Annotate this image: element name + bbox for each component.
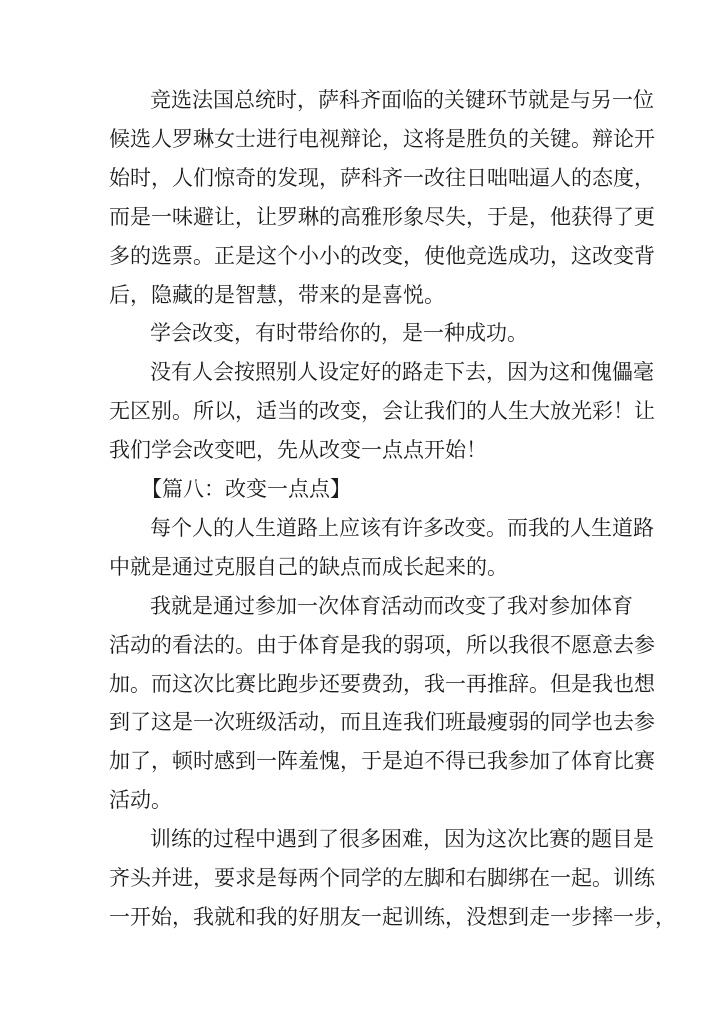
text-line: 齐头并进，要求是每两个同学的左脚和右脚绑在一起。训练 <box>109 866 655 890</box>
text-line: 训练的过程中遇到了很多困难，因为这次比赛的题目是 <box>150 827 654 851</box>
text-line: 活动。 <box>109 788 172 812</box>
text-line: 活动的看法的。由于体育是我的弱项，所以我很不愿意去参 <box>109 633 655 657</box>
text-line: 多的选票。正是这个小小的改变，使他竞选成功，这改变背 <box>109 244 655 268</box>
text-line: 竞选法国总统时，萨科齐面临的关键环节就是与另一位 <box>150 88 654 112</box>
text-line: 而是一味避让，让罗琳的高雅形象尽失，于是，他获得了更 <box>109 205 655 229</box>
text-line: 到了这是一次班级活动，而且连我们班最瘦弱的同学也去参 <box>109 710 655 734</box>
text-line: 没有人会按照别人设定好的路走下去，因为这和傀儡毫 <box>150 360 654 384</box>
text-line: 后，隐藏的是智慧，带来的是喜悦。 <box>109 283 445 307</box>
text-line: 每个人的人生道路上应该有许多改变。而我的人生道路 <box>150 516 654 540</box>
text-line: 加了，顿时感到一阵羞愧，于是迫不得已我参加了体育比赛 <box>109 749 655 773</box>
text-line: 学会改变，有时带给你的，是一种成功。 <box>150 321 528 345</box>
text-line: 加。而这次比赛比跑步还要费劲，我一再推辞。但是我也想 <box>109 672 655 696</box>
text-line: 一开始，我就和我的好朋友一起训练，没想到走一步摔一步， <box>109 905 676 929</box>
text-line: 候选人罗琳女士进行电视辩论，这将是胜负的关键。辩论开 <box>109 127 655 151</box>
text-line: 始时，人们惊奇的发现，萨科齐一改往日咄咄逼人的态度， <box>109 166 655 190</box>
text-line: 中就是通过克服自己的缺点而成长起来的。 <box>109 555 508 579</box>
text-line: 我们学会改变吧，先从改变一点点开始！ <box>109 438 487 462</box>
text-line: 我就是通过参加一次体育活动而改变了我对参加体育 <box>150 594 633 618</box>
section-heading: 【篇八：改变一点点】 <box>141 477 351 501</box>
text-line: 无区别。所以，适当的改变，会让我们的人生大放光彩！让 <box>109 399 655 423</box>
